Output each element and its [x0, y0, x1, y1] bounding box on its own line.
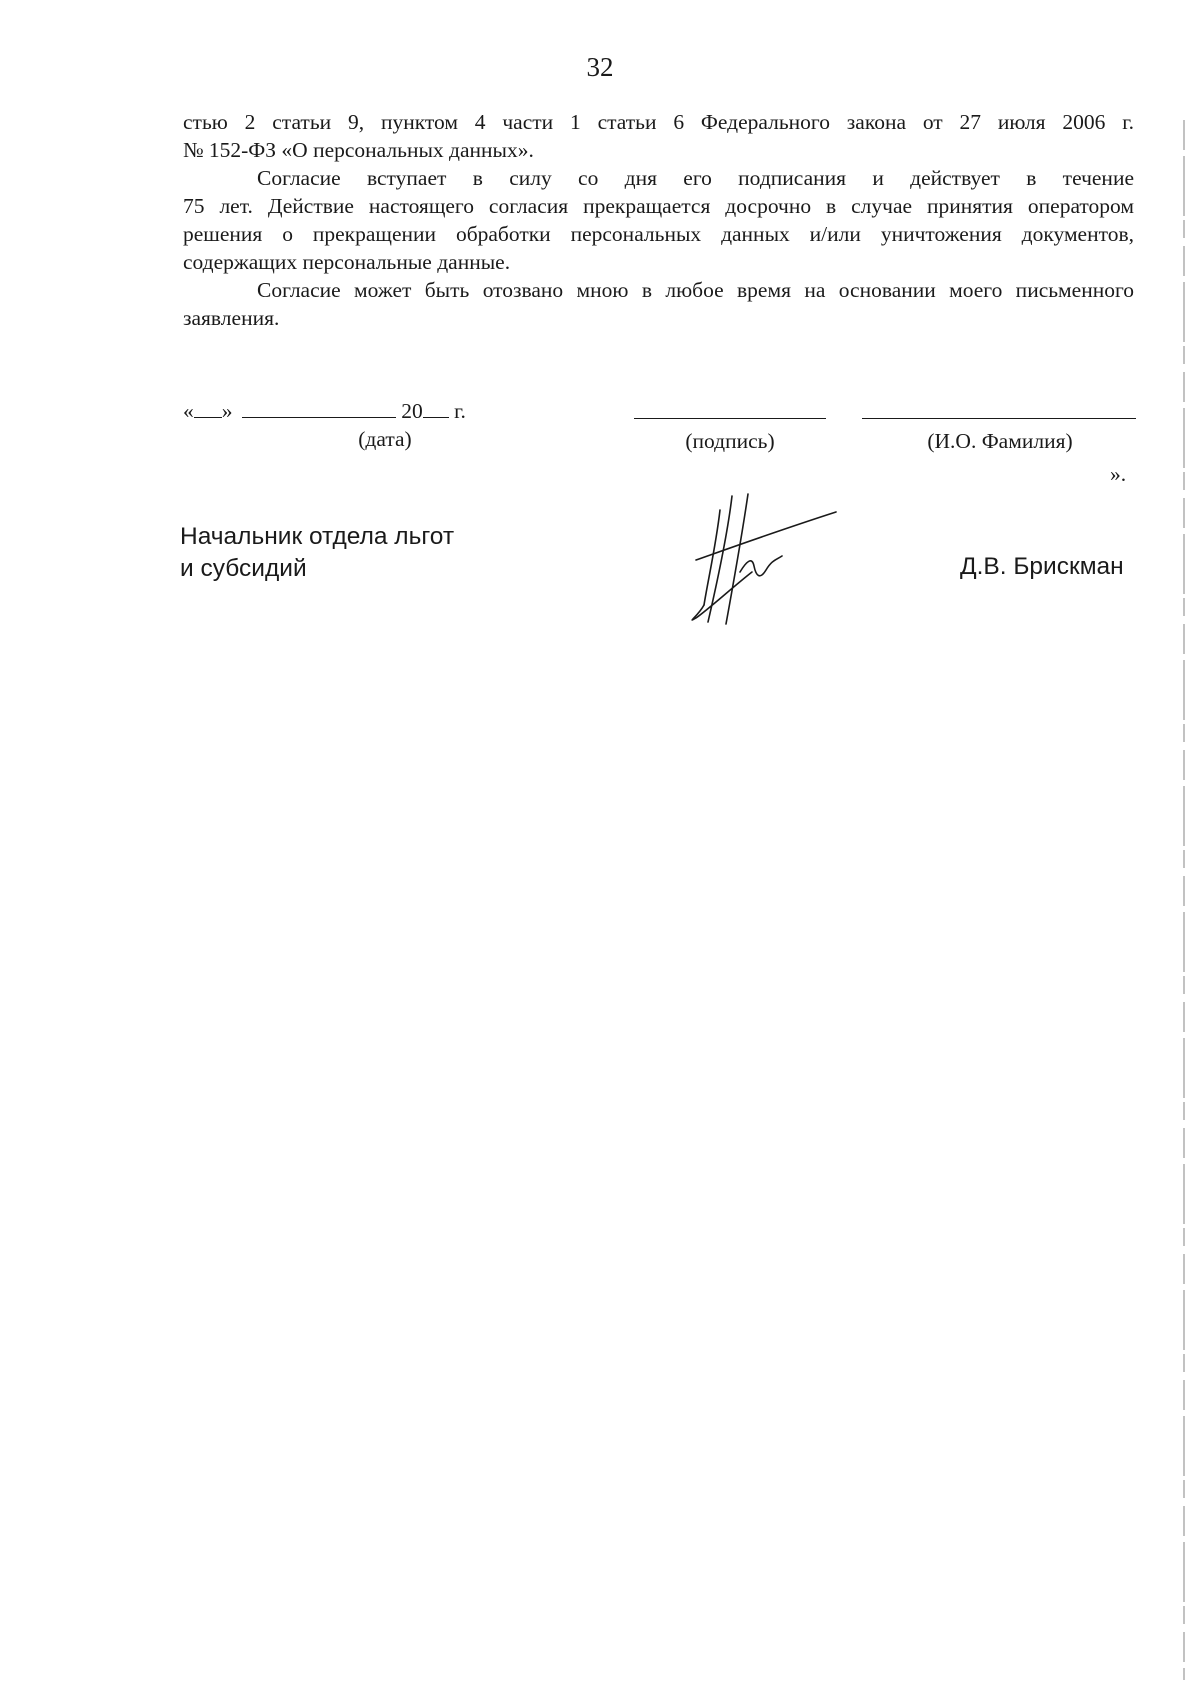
year-prefix: 20 [401, 399, 423, 423]
handwritten-signature [690, 490, 850, 630]
position-line: и субсидий [180, 555, 307, 582]
text-line: 75 лет. Действие настоящего согласия прекращается досрочно в случае принятия оператором [183, 194, 1134, 218]
text-line: № 152-ФЗ «О персональных данных». [183, 138, 534, 162]
signature-caption: (подпись) [685, 429, 775, 453]
paragraph-validity [183, 164, 1134, 276]
text-line: Согласие вступает в силу со дня его подписания и действует в течение [257, 166, 1134, 190]
name-caption: (И.О. Фамилия) [927, 429, 1073, 453]
text-line: содержащих персональные данные. [183, 250, 511, 274]
page-number: 32 [586, 52, 614, 82]
name-blank-line [862, 418, 1136, 419]
text-line: Согласие может быть отозвано мною в любое время на основании моего письменного [257, 278, 1134, 302]
month-blank [242, 397, 396, 418]
signature-blank-line [634, 418, 826, 419]
date-caption: (дата) [358, 427, 412, 451]
signatory-name: Д.В. Брискман [960, 553, 1124, 580]
scan-edge-line [1183, 120, 1185, 1680]
signatory-position [180, 521, 454, 585]
paragraph-revocation [183, 276, 1134, 332]
year-suffix: г. [454, 399, 466, 423]
year-blank [423, 397, 449, 418]
date-fill-line [183, 397, 466, 424]
text-line: решения о прекращении обработки персональных данных и/или уничтожения документов, [183, 222, 1134, 246]
text-line: заявления. [183, 306, 280, 330]
open-quote: « [183, 399, 194, 423]
day-blank [194, 397, 222, 418]
position-line: Начальник отдела льгот [180, 523, 455, 550]
consent-body [183, 108, 1134, 332]
paragraph-law-reference [183, 108, 1134, 164]
text-line: стью 2 статьи 9, пунктом 4 части 1 статьи 6 Федерального закона от 27 июля 2006 г. [183, 110, 1134, 134]
closing-quote: ». [1110, 462, 1127, 486]
close-quote: » [221, 399, 233, 423]
